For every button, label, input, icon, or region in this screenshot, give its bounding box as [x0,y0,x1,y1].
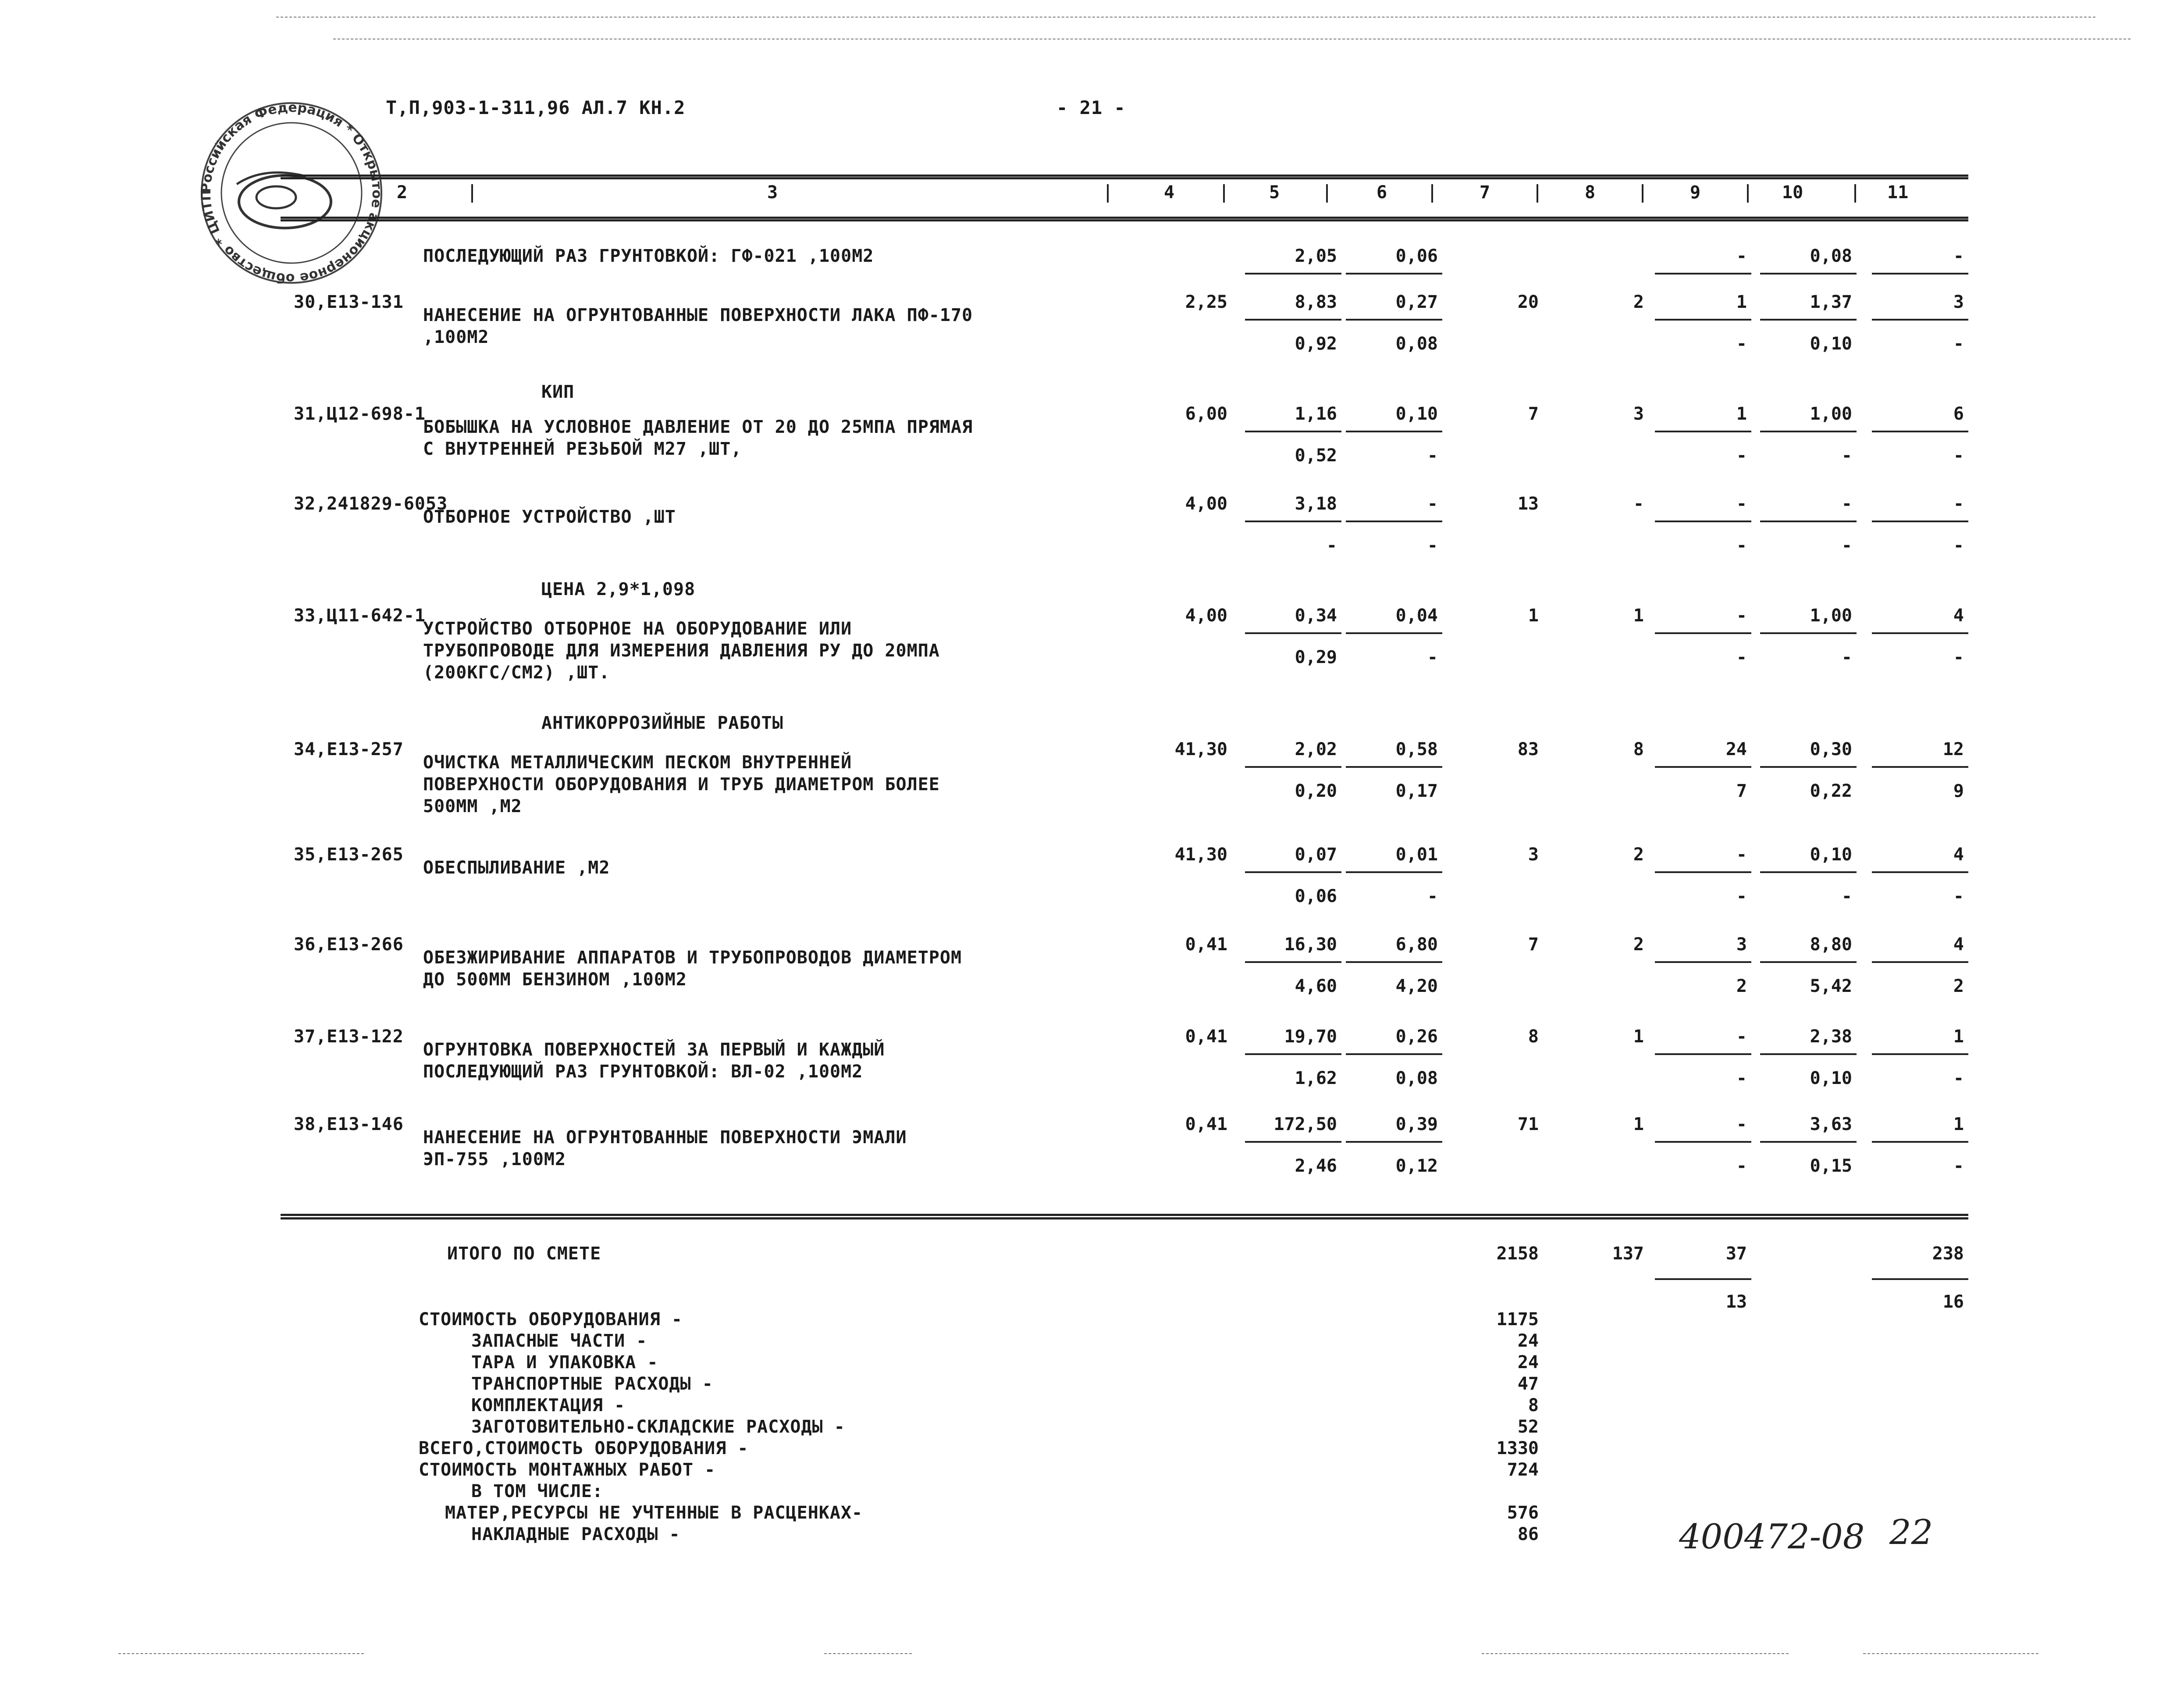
cell-divider [1760,961,1857,963]
scan-line-bottom-3 [1482,1653,1789,1654]
row-quantity: 41,30 [1174,845,1227,865]
row-description: УСТРОЙСТВО ОТБОРНОЕ НА ОБОРУДОВАНИЕ ИЛИ [423,619,852,639]
row-c11: - [1953,494,1964,514]
row-c9: 1 [1736,404,1747,424]
row-b10: 0,22 [1810,781,1852,801]
row-c10: 0,30 [1810,739,1852,759]
cell-divider [1655,319,1751,321]
row-b11: 2 [1953,976,1964,996]
cell-divider [1872,961,1968,963]
row-b11: - [1953,446,1964,466]
row-code: 34,Е13-257 [294,739,404,759]
row-quantity: 2,25 [1185,292,1227,312]
row-b5: 1,62 [1295,1068,1337,1088]
row-c10: 8,80 [1810,934,1852,955]
column-separator [1431,184,1433,203]
row-b10: - [1841,647,1852,667]
row-c10: 1,00 [1810,606,1852,626]
column-separator [1642,184,1643,203]
summary-value: 24 [1517,1331,1539,1351]
cell-divider [1245,319,1341,321]
scan-line-bottom-2 [824,1653,912,1654]
summary-label: ЗАПАСНЫЕ ЧАСТИ - [471,1331,647,1351]
row-c6: - [1427,494,1438,514]
row-quantity: 4,00 [1185,494,1227,514]
row-code: 31,Ц12-698-1 [294,404,426,424]
svg-text:Российская Федерация * Открыто [199,101,384,285]
table-end-rule [281,1214,1968,1216]
row-c11: - [1953,246,1964,266]
cell-divider [1760,521,1857,522]
total-col9-bottom: 13 [1725,1292,1747,1312]
column-header-3: 3 [767,182,778,203]
row-c10: 1,00 [1810,404,1852,424]
column-header-2: 2 [397,182,408,203]
cell-divider [1760,431,1857,432]
column-separator [1854,184,1856,203]
handwritten-page: 22 [1889,1513,1933,1552]
cell-divider [1760,632,1857,634]
cell-divider [1346,1053,1442,1055]
row-c7: 7 [1528,934,1539,955]
summary-label: СТОИМОСТЬ МОНТАЖНЫХ РАБОТ - [419,1460,716,1480]
row-quantity: 6,00 [1185,404,1227,424]
column-header-8: 8 [1585,182,1596,203]
row-description: ОБЕЗЖИРИВАНИЕ АППАРАТОВ И ТРУБОПРОВОДОВ ДИАМЕТРОМ [423,948,962,968]
row-c6: 0,27 [1395,292,1438,312]
row-c7: 71 [1517,1114,1539,1134]
row-c9: - [1736,606,1747,626]
row-c5: 19,70 [1284,1027,1337,1047]
cell-divider [1245,431,1341,432]
row-c9: 3 [1736,934,1747,955]
summary-value: 576 [1507,1503,1539,1523]
column-header-11: 11 [1887,182,1909,203]
total-col7: 2158 [1496,1244,1539,1264]
row-b6: - [1427,446,1438,466]
cell-divider [1872,1141,1968,1143]
row-c5: 2,05 [1295,246,1337,266]
row-b11: - [1953,334,1964,354]
row-b5: 0,29 [1295,647,1337,667]
cell-divider [1346,766,1442,768]
row-b10: - [1841,535,1852,556]
row-c8: 3 [1633,404,1644,424]
row-c7: 7 [1528,404,1539,424]
row-c5: 0,34 [1295,606,1337,626]
cell-divider [1346,1141,1442,1143]
cell-divider [1760,319,1857,321]
cell-divider [1346,871,1442,873]
cell-divider [1655,632,1751,634]
column-header-7: 7 [1480,182,1490,203]
summary-label: СТОИМОСТЬ ОБОРУДОВАНИЯ - [419,1309,683,1330]
stamp-text: Российская Федерация * Открытое акционерное общество * ЦИТП [198,101,385,285]
row-quantity: 0,41 [1185,1027,1227,1047]
row-c11: 1 [1953,1027,1964,1047]
summary-value: 8 [1528,1395,1539,1415]
header-rule-top-2 [281,177,1968,179]
row-c10: 1,37 [1810,292,1852,312]
cell-divider [1245,766,1341,768]
row-c6: 0,04 [1395,606,1438,626]
row-quantity: 4,00 [1185,606,1227,626]
cell-divider [1245,961,1341,963]
row-code: 33,Ц11-642-1 [294,606,426,626]
cell-divider [1655,431,1751,432]
column-separator [1747,184,1749,203]
cell-divider [1346,961,1442,963]
row-b9: - [1736,535,1747,556]
row-description: ,100М2 [423,327,489,347]
scan-line-bottom-4 [1863,1653,2038,1654]
row-b6: 0,17 [1395,781,1438,801]
row-b9: - [1736,886,1747,906]
cell-divider [1655,1053,1751,1055]
handwritten-code: 400472-08 [1679,1517,1865,1557]
scan-line-top [276,17,2095,18]
row-description: С ВНУТРЕННЕЙ РЕЗЬБОЙ М27 ,ШТ, [423,439,742,459]
cell-divider [1346,319,1442,321]
row-c9: 1 [1736,292,1747,312]
summary-label: ВСЕГО,СТОИМОСТЬ ОБОРУДОВАНИЯ - [419,1438,749,1458]
summary-label: ЗАГОТОВИТЕЛЬНО-СКЛАДСКИЕ РАСХОДЫ - [471,1417,845,1437]
cell-divider [1655,961,1751,963]
row-b11: - [1953,1156,1964,1176]
header-rule-bottom-2 [281,219,1968,221]
summary-value: 24 [1517,1352,1539,1373]
row-c8: 2 [1633,934,1644,955]
row-c6: 0,06 [1395,246,1438,266]
row-b10: 0,10 [1810,1068,1852,1088]
row-b5: 4,60 [1295,976,1337,996]
row-c6: 0,58 [1395,739,1438,759]
cell-divider [1872,871,1968,873]
page-number: - 21 - [1056,97,1126,118]
row-b11: - [1953,1068,1964,1088]
cell-divider [1655,871,1751,873]
column-header-6: 6 [1377,182,1387,203]
cell-divider [1655,521,1751,522]
total-col9-divider [1655,1278,1751,1280]
row-c7: 20 [1517,292,1539,312]
cell-divider [1346,632,1442,634]
column-header-5: 5 [1269,182,1280,203]
cell-divider [1346,521,1442,522]
row-c8: 8 [1633,739,1644,759]
row-b11: - [1953,535,1964,556]
row-c5: 8,83 [1295,292,1337,312]
section-heading: АНТИКОРРОЗИЙНЫЕ РАБОТЫ [541,713,783,733]
cell-divider [1872,273,1968,275]
cell-divider [1872,632,1968,634]
row-b9: 2 [1736,976,1747,996]
row-c11: 6 [1953,404,1964,424]
row-code: 38,Е13-146 [294,1114,404,1134]
cell-divider [1872,431,1968,432]
column-separator [471,184,473,203]
row-c11: 12 [1942,739,1964,759]
row-b10: 5,42 [1810,976,1852,996]
row-c10: - [1841,494,1852,514]
row-c7: 3 [1528,845,1539,865]
row-quantity: 0,41 [1185,1114,1227,1134]
total-col8: 137 [1612,1244,1644,1264]
row-c8: 2 [1633,292,1644,312]
row-c5: 3,18 [1295,494,1337,514]
row-code: 32,241829-6053 [294,494,448,514]
row-b6: 0,08 [1395,1068,1438,1088]
total-col11: 238 [1932,1244,1964,1264]
cell-divider [1655,1141,1751,1143]
row-code: 37,Е13-122 [294,1027,404,1047]
cell-divider [1245,1141,1341,1143]
column-separator [1223,184,1225,203]
summary-value: 724 [1507,1460,1539,1480]
cell-divider [1872,521,1968,522]
row-b6: - [1427,886,1438,906]
column-separator [1537,184,1538,203]
row-code: 36,Е13-266 [294,934,404,955]
row-description: ДО 500ММ БЕНЗИНОМ ,100М2 [423,970,687,990]
row-c5: 1,16 [1295,404,1337,424]
row-b5: 0,20 [1295,781,1337,801]
summary-label: НАКЛАДНЫЕ РАСХОДЫ - [471,1524,680,1544]
row-quantity: 41,30 [1174,739,1227,759]
row-b10: - [1841,446,1852,466]
table-end-rule-2 [281,1217,1968,1219]
row-b6: - [1427,535,1438,556]
row-b5: 0,06 [1295,886,1337,906]
row-description: ПОСЛЕДУЮЩИЙ РАЗ ГРУНТОВКОЙ: ГФ-021 ,100М2 [423,246,874,266]
column-header-4: 4 [1164,182,1175,203]
row-b9: 7 [1736,781,1747,801]
cell-divider [1346,431,1442,432]
row-code: 30,Е13-131 [294,292,404,312]
total-col9: 37 [1725,1244,1747,1264]
cell-divider [1346,273,1442,275]
row-b6: - [1427,647,1438,667]
row-description: ОЧИСТКА МЕТАЛЛИЧЕСКИМ ПЕСКОМ ВНУТРЕННЕЙ [423,752,852,773]
cell-divider [1760,871,1857,873]
row-b11: - [1953,886,1964,906]
row-b11: - [1953,647,1964,667]
cell-divider [1760,273,1857,275]
row-b5: 0,92 [1295,334,1337,354]
cell-divider [1872,1053,1968,1055]
row-b6: 0,08 [1395,334,1438,354]
row-b9: - [1736,1068,1747,1088]
row-description: НАНЕСЕНИЕ НА ОГРУНТОВАННЫЕ ПОВЕРХНОСТИ ЛАКА ПФ-170 [423,305,973,325]
row-c11: 4 [1953,845,1964,865]
row-c5: 16,30 [1284,934,1337,955]
row-c7: 1 [1528,606,1539,626]
row-b6: 4,20 [1395,976,1438,996]
cell-divider [1245,273,1341,275]
total-label: ИТОГО ПО СМЕТЕ [447,1244,601,1264]
summary-label: МАТЕР,РЕСУРСЫ НЕ УЧТЕННЫЕ В РАСЦЕНКАХ- [445,1503,863,1523]
summary-value: 1175 [1496,1309,1539,1330]
row-c9: - [1736,1027,1747,1047]
row-code: 35,Е13-265 [294,845,404,865]
row-description: ОБЕСПЫЛИВАНИЕ ,М2 [423,858,610,878]
row-c10: 3,63 [1810,1114,1852,1134]
column-header-10: 10 [1782,182,1803,203]
row-c9: - [1736,1114,1747,1134]
row-description: ОТБОРНОЕ УСТРОЙСТВО ,ШТ [423,507,676,527]
row-c6: 0,39 [1395,1114,1438,1134]
summary-label: ТРАНСПОРТНЫЕ РАСХОДЫ - [471,1374,713,1394]
summary-label: В ТОМ ЧИСЛЕ: [471,1481,603,1501]
row-c6: 6,80 [1395,934,1438,955]
cell-divider [1245,632,1341,634]
row-quantity: 0,41 [1185,934,1227,955]
cell-divider [1655,273,1751,275]
row-c6: 0,10 [1395,404,1438,424]
summary-value: 1330 [1496,1438,1539,1458]
row-b6: 0,12 [1395,1156,1438,1176]
row-description: (200КГС/СМ2) ,ШТ. [423,663,610,683]
cell-divider [1760,766,1857,768]
row-c6: 0,01 [1395,845,1438,865]
row-b9: - [1736,1156,1747,1176]
column-separator [1326,184,1328,203]
summary-value: 86 [1517,1524,1539,1544]
total-col11-bottom: 16 [1942,1292,1964,1312]
row-c8: 2 [1633,845,1644,865]
row-description: ТРУБОПРОВОДЕ ДЛЯ ИЗМЕРЕНИЯ ДАВЛЕНИЯ РУ ДО 20МПА [423,641,940,661]
cell-divider [1245,521,1341,522]
column-separator [1107,184,1109,203]
row-c5: 0,07 [1295,845,1337,865]
row-c11: 4 [1953,934,1964,955]
round-stamp [189,101,395,285]
cell-divider [1760,1141,1857,1143]
row-description: ПОВЕРХНОСТИ ОБОРУДОВАНИЯ И ТРУБ ДИАМЕТРОМ БОЛЕЕ [423,774,940,795]
section-heading: ЦЕНА 2,9*1,098 [541,579,696,599]
header-rule-bottom [281,217,1968,219]
summary-label: ТАРА И УПАКОВКА - [471,1352,658,1373]
row-description: ПОСЛЕДУЮЩИЙ РАЗ ГРУНТОВКОЙ: ВЛ-02 ,100М2 [423,1062,863,1082]
row-c8: 1 [1633,606,1644,626]
row-c9: 24 [1725,739,1747,759]
row-c9: - [1736,246,1747,266]
row-description: БОБЫШКА НА УСЛОВНОЕ ДАВЛЕНИЕ ОТ 20 ДО 25МПА ПРЯМАЯ [423,417,973,437]
row-c9: - [1736,494,1747,514]
cell-divider [1872,766,1968,768]
row-c8: - [1633,494,1644,514]
row-c5: 2,02 [1295,739,1337,759]
row-description: ОГРУНТОВКА ПОВЕРХНОСТЕЙ ЗА ПЕРВЫЙ И КАЖДЫЙ [423,1040,885,1060]
header-rule-top [281,175,1968,177]
scan-line-bottom [118,1653,364,1654]
row-c7: 8 [1528,1027,1539,1047]
row-b5: 0,52 [1295,446,1337,466]
row-b9: - [1736,446,1747,466]
row-description: НАНЕСЕНИЕ НА ОГРУНТОВАННЫЕ ПОВЕРХНОСТИ ЭМАЛИ [423,1127,907,1148]
row-c6: 0,26 [1395,1027,1438,1047]
cell-divider [1655,766,1751,768]
row-c7: 13 [1517,494,1539,514]
summary-label: КОМПЛЕКТАЦИЯ - [471,1395,626,1415]
cell-divider [1872,319,1968,321]
row-b10: 0,10 [1810,334,1852,354]
row-c8: 1 [1633,1114,1644,1134]
row-b9: - [1736,334,1747,354]
cell-divider [1245,1053,1341,1055]
row-b10: 0,15 [1810,1156,1852,1176]
row-c11: 1 [1953,1114,1964,1134]
row-c9: - [1736,845,1747,865]
document-code: Т,П,903-1-311,96 АЛ.7 КН.2 [386,97,686,118]
row-c10: 0,08 [1810,246,1852,266]
row-c8: 1 [1633,1027,1644,1047]
row-c5: 172,50 [1273,1114,1337,1134]
row-description: 500ММ ,М2 [423,796,522,816]
row-c11: 3 [1953,292,1964,312]
summary-value: 47 [1517,1374,1539,1394]
cell-divider [1760,1053,1857,1055]
row-b5: 2,46 [1295,1156,1337,1176]
row-b5: - [1326,535,1337,556]
column-header-9: 9 [1690,182,1701,203]
summary-value: 52 [1517,1417,1539,1437]
row-c11: 4 [1953,606,1964,626]
cell-divider [1245,871,1341,873]
section-heading: КИП [541,382,575,402]
row-c10: 2,38 [1810,1027,1852,1047]
row-b9: - [1736,647,1747,667]
row-c7: 83 [1517,739,1539,759]
row-b10: - [1841,886,1852,906]
row-description: ЭП-755 ,100М2 [423,1149,566,1169]
total-col11-divider [1872,1278,1968,1280]
row-c10: 0,10 [1810,845,1852,865]
row-b11: 9 [1953,781,1964,801]
